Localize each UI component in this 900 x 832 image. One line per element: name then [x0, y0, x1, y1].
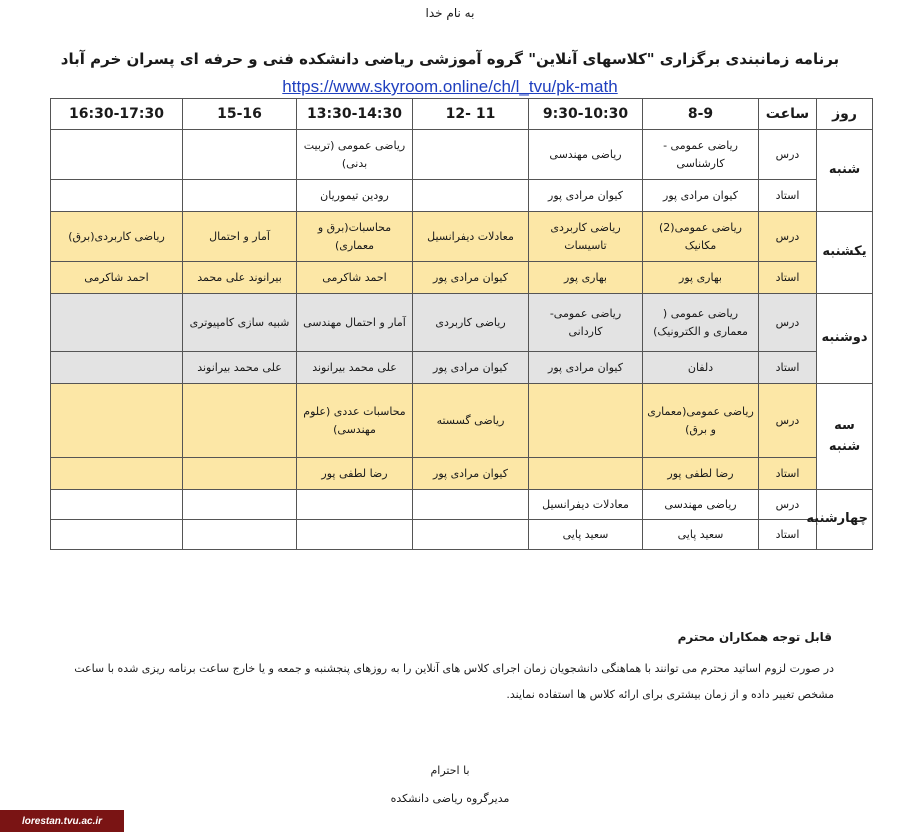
course-cell: آمار و احتمال مهندسی: [297, 294, 413, 352]
header-cell: 15-16: [183, 99, 297, 130]
course-cell: ریاضی عمومی - کارشناسی: [643, 130, 759, 180]
course-row: [51, 212, 873, 262]
teacher-cell: کیوان مرادی پور: [413, 352, 529, 384]
header-cell: 13:30-14:30: [297, 99, 413, 130]
day-cell: دوشنبه: [817, 294, 873, 384]
teacher-cell: [51, 180, 183, 212]
course-label-cell: درس: [759, 130, 817, 180]
closing-signer: مدیرگروه ریاضی دانشکده: [390, 792, 510, 805]
teacher-cell: دلفان: [643, 352, 759, 384]
day-cell: چهارشنبه: [817, 490, 873, 550]
course-cell: [529, 384, 643, 458]
header-cell: 11 -12: [413, 99, 529, 130]
header-cell: 8-9: [643, 99, 759, 130]
course-row: [51, 130, 873, 180]
course-cell: معادلات دیفرانسیل: [529, 490, 643, 520]
teacher-row: [51, 352, 873, 384]
teacher-cell: [297, 520, 413, 550]
teacher-cell: [183, 458, 297, 490]
course-cell: [51, 294, 183, 352]
teacher-cell: کیوان مرادی پور: [643, 180, 759, 212]
course-label-cell: درس: [759, 212, 817, 262]
course-row: [51, 294, 873, 352]
header-cell: 9:30-10:30: [529, 99, 643, 130]
course-cell: آمار و احتمال: [183, 212, 297, 262]
teacher-row: [51, 180, 873, 212]
footer-site-badge[interactable]: lorestan.tvu.ac.ir: [0, 810, 124, 832]
header-cell: روز: [817, 99, 873, 130]
course-label-cell: درس: [759, 490, 817, 520]
teacher-label-cell: استاد: [759, 262, 817, 294]
teacher-cell: احمد شاکرمی: [297, 262, 413, 294]
course-cell: [183, 384, 297, 458]
teacher-label-cell: استاد: [759, 520, 817, 550]
course-cell: ریاضی مهندسی: [643, 490, 759, 520]
course-cell: معادلات دیفرانسیل: [413, 212, 529, 262]
teacher-cell: رودین تیموریان: [297, 180, 413, 212]
teacher-cell: [413, 520, 529, 550]
teacher-cell: بیرانوند علی محمد: [183, 262, 297, 294]
teacher-cell: [51, 520, 183, 550]
course-cell: [183, 490, 297, 520]
course-cell: محاسبات عددی (علوم مهندسی): [297, 384, 413, 458]
course-cell: ریاضی کاربردی(برق): [51, 212, 183, 262]
teacher-label-cell: استاد: [759, 352, 817, 384]
closing-regards: با احترام: [430, 764, 470, 777]
course-cell: ریاضی عمومی(معماری و برق): [643, 384, 759, 458]
note-body: در صورت لزوم اساتید محترم می توانند با هماهنگی دانشجویان زمان اجرای کلاس های آنلاین را به روزهای پنجشنبه و جمعه و یا خارج ساعت برنامه ریزی شده با ساعت مشخص تغییر داده و از زمان بیشتری برای ارائه کلاس ها استفاده نمایند.: [74, 662, 834, 701]
teacher-cell: [51, 458, 183, 490]
course-cell: ریاضی عمومی ( معماری و الکترونیک): [643, 294, 759, 352]
teacher-cell: کیوان مرادی پور: [529, 180, 643, 212]
teacher-cell: رضا لطفی پور: [643, 458, 759, 490]
teacher-cell: [183, 180, 297, 212]
teacher-cell: بهاری پور: [529, 262, 643, 294]
teacher-cell: سعید پایی: [643, 520, 759, 550]
teacher-cell: [413, 180, 529, 212]
course-cell: ریاضی عمومی (تربیت بدنی): [297, 130, 413, 180]
header-row: [51, 99, 873, 130]
course-cell: [51, 384, 183, 458]
course-cell: [297, 490, 413, 520]
skyroom-link[interactable]: https://www.skyroom.online/ch/l_tvu/pk-math: [282, 77, 618, 96]
course-cell: محاسبات(برق و معماری): [297, 212, 413, 262]
course-cell: [413, 130, 529, 180]
teacher-cell: رضا لطفی پور: [297, 458, 413, 490]
teacher-row: [51, 520, 873, 550]
course-cell: ریاضی گسسته: [413, 384, 529, 458]
teacher-cell: [51, 352, 183, 384]
course-label-cell: درس: [759, 294, 817, 352]
header-cell: ساعت: [759, 99, 817, 130]
day-cell: شنبه: [817, 130, 873, 212]
course-cell: ریاضی عمومی- کاردانی: [529, 294, 643, 352]
header-cell: 16:30-17:30: [51, 99, 183, 130]
teacher-label-cell: استاد: [759, 458, 817, 490]
note-title: قابل توجه همکاران محترم: [677, 630, 832, 644]
teacher-row: [51, 262, 873, 294]
course-cell: ریاضی کاربردی تاسیسات: [529, 212, 643, 262]
course-cell: شبیه سازی کامپیوتری: [183, 294, 297, 352]
course-cell: [413, 490, 529, 520]
teacher-label-cell: استاد: [759, 180, 817, 212]
day-cell: سه شنبه: [817, 384, 873, 490]
teacher-cell: احمد شاکرمی: [51, 262, 183, 294]
course-label-cell: درس: [759, 384, 817, 458]
course-cell: [51, 130, 183, 180]
course-row: [51, 384, 873, 458]
teacher-cell: بهاری پور: [643, 262, 759, 294]
course-cell: [183, 130, 297, 180]
course-cell: [51, 490, 183, 520]
teacher-cell: سعید پایی: [529, 520, 643, 550]
day-cell: یکشنبه: [817, 212, 873, 294]
teacher-cell: کیوان مرادی پور: [529, 352, 643, 384]
bismillah: به نام خدا: [425, 6, 475, 20]
teacher-cell: علی محمد بیرانوند: [183, 352, 297, 384]
teacher-cell: علی محمد بیرانوند: [297, 352, 413, 384]
teacher-cell: کیوان مرادی پور: [413, 262, 529, 294]
course-cell: ریاضی کاربردی: [413, 294, 529, 352]
page-title: برنامه زمانبندی برگزاری "کلاسهای آنلاین" گروه آموزشی ریاضی دانشکده فنی و حرفه ای پسران خرم آباد: [60, 50, 840, 68]
course-cell: ریاضی مهندسی: [529, 130, 643, 180]
teacher-cell: [183, 520, 297, 550]
schedule-table: [50, 98, 873, 550]
teacher-cell: [529, 458, 643, 490]
course-row: [51, 490, 873, 520]
course-cell: ریاضی عمومی(2) مکانیک: [643, 212, 759, 262]
teacher-cell: کیوان مرادی پور: [413, 458, 529, 490]
teacher-row: [51, 458, 873, 490]
